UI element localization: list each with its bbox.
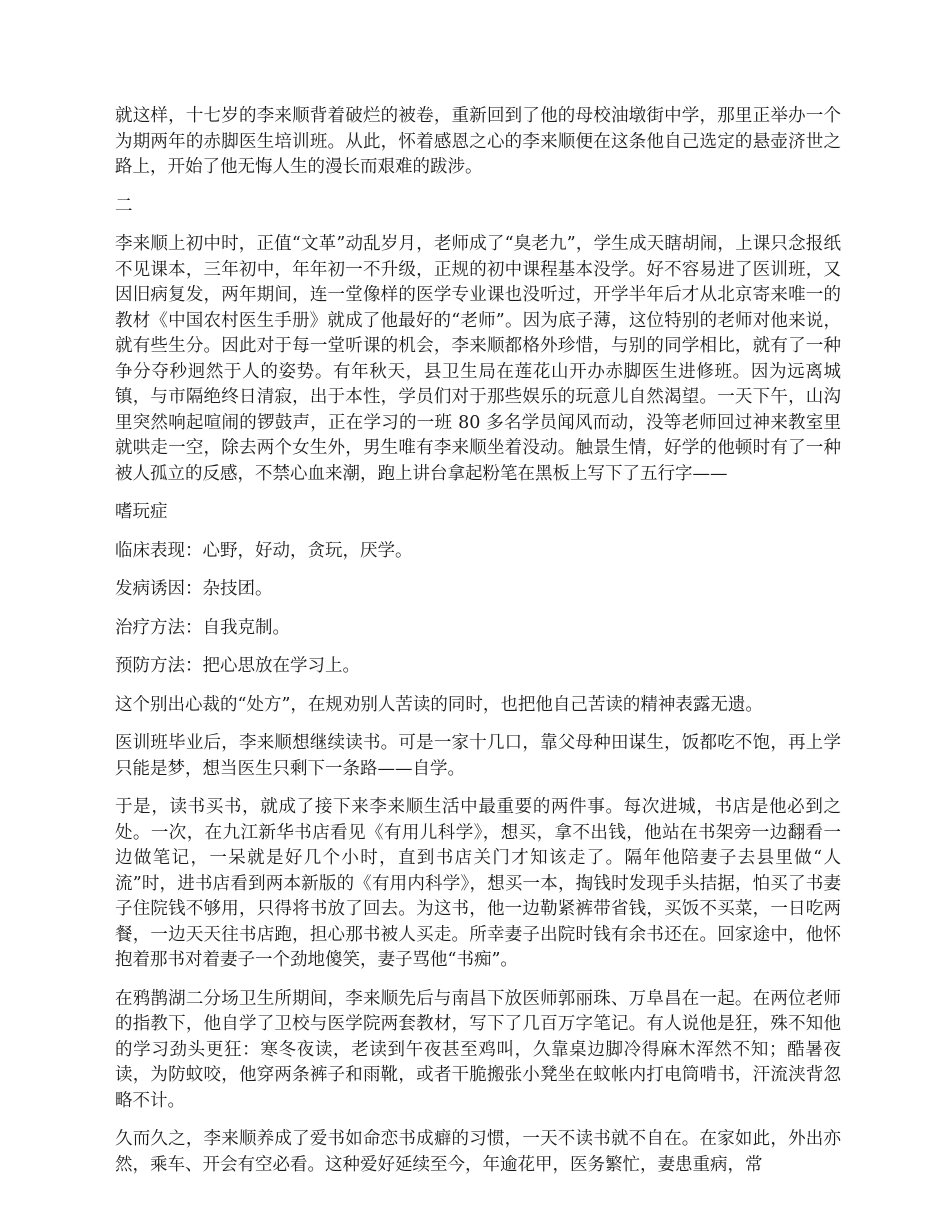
paragraph-prescription-comment: 这个别出心裁的“处方”，在规劝别人苦读的同时，也把他自己苦读的精神表露无遗。 [115, 694, 763, 715]
prescription-symptoms: 临床表现：心野，好动，贪玩，厌学。 [115, 540, 413, 561]
paragraph-love-of-books: 久而久之，李来顺养成了爱书如命恋书成癖的习惯，一天不读书就不自在。在家如此，外出亦然，乘车、开会有空必看。这种爱好延续至今，年逾花甲，医务繁忙，妻患重病，常 [115, 1129, 841, 1175]
paragraph-return-to-school: 就这样，十七岁的李来顺背着破烂的被卷，重新回到了他的母校油墩街中学，那里正举办一个为期两年的赤脚医生培训班。从此，怀着感恩之心的李来顺便在这条他自己选定的悬壶济世之路上，开始了他无悔人生的漫长而艰难的跋涉。 [115, 106, 841, 177]
section-number: 二 [115, 195, 133, 216]
paragraph-clinic-study: 在鸦鹊湖二分场卫生所期间，李来顺先后与南昌下放医师郭丽珠、万阜昌在一起。在两位老师的指教下，他自学了卫校与医学院两套教材，写下了几百万字笔记。有人说他是狂，殊不知他的学习劲头更狂：寒冬夜读，老读到午夜甚至鸡叫，久靠桌边脚冷得麻木浑然不知；酷暑夜读，为防蚊咬，他穿两条裤子和雨靴，或者干脆搬张小凳坐在蚊帐内打电筒啃书，汗流浃背忽略不计。 [115, 988, 841, 1111]
document-body [115, 104, 841, 1191]
paragraph-buying-books: 于是，读书买书，就成了接下来李来顺生活中最重要的两件事。每次进城，书店是他必到之处。一次，在九江新华书店看见《有用儿科学》，想买，拿不出钱，他站在书架旁一边翻看一边做笔记，一呆就是好几个小时，直到书店关门才知该走了。隔年他陪妻子去县里做“人流”时，进书店看到两本新版的《有用内科学》，想买一本，掏钱时发现手头拮据，怕买了书妻子住院钱不够用，只得将书放了回去。为这书，他一边勒紧裤带省钱，买饭不买菜，一日吃两餐，一边天天往书店跑，担心那书被人买走。所幸妻子出院时钱有余书还在。回家途中，他怀抱着那书对着妻子一个劲地傻笑，妻子骂他“书痴”。 [115, 797, 841, 970]
paragraph-self-study: 医训班毕业后，李来顺想继续读书。可是一家十几口，靠父母种田谋生，饭都吃不饱，再上学只能是梦，想当医生只剩下一条路——自学。 [115, 733, 841, 779]
prescription-title: 嗜玩症 [115, 502, 168, 522]
prescription-treatment: 治疗方法：自我克制。 [115, 617, 290, 638]
prescription-prevention: 预防方法：把心思放在学习上。 [115, 656, 360, 676]
prescription-cause: 发病诱因：杂技团。 [115, 579, 273, 599]
paragraph-middle-school: 李来顺上初中时，正值“文革”动乱岁月，老师成了“臭老九”，学生成天瞎胡闹，上课只念报纸不见课本，三年初中，年年初一不升级，正规的初中课程基本没学。好不容易进了医训班，又因旧病复发，两年期间，连一堂像样的医学专业课也没听过，开学半年后才从北京寄来唯一的教材《中国农村医生手册》就成了他最好的“老师”。因为底子薄，这位特别的老师对他来说，就有些生分。因此对于每一堂听课的机会，李来顺都格外珍惜，与别的同学相比，就有了一种争分夺秒迥然于人的姿势。有年秋天，县卫生局在莲花山开办赤脚医生进修班。因为远离城镇，与市隔绝终日清寂，出于本性，学员们对于那些娱乐的玩意儿自然渴望。一天下午，山沟里突然响起喧闹的锣鼓声，正在学习的一班 80 多名学员闻风而动，没等老师回过神来教室里就哄走一空，除去两个女生外，男生唯有李来顺坐着没动。触景生情，好学的他顿时有了一种被人孤立的反感，不禁心血来潮，跑上讲台拿起粉笔在黑板上写下了五行字—— [115, 234, 841, 484]
